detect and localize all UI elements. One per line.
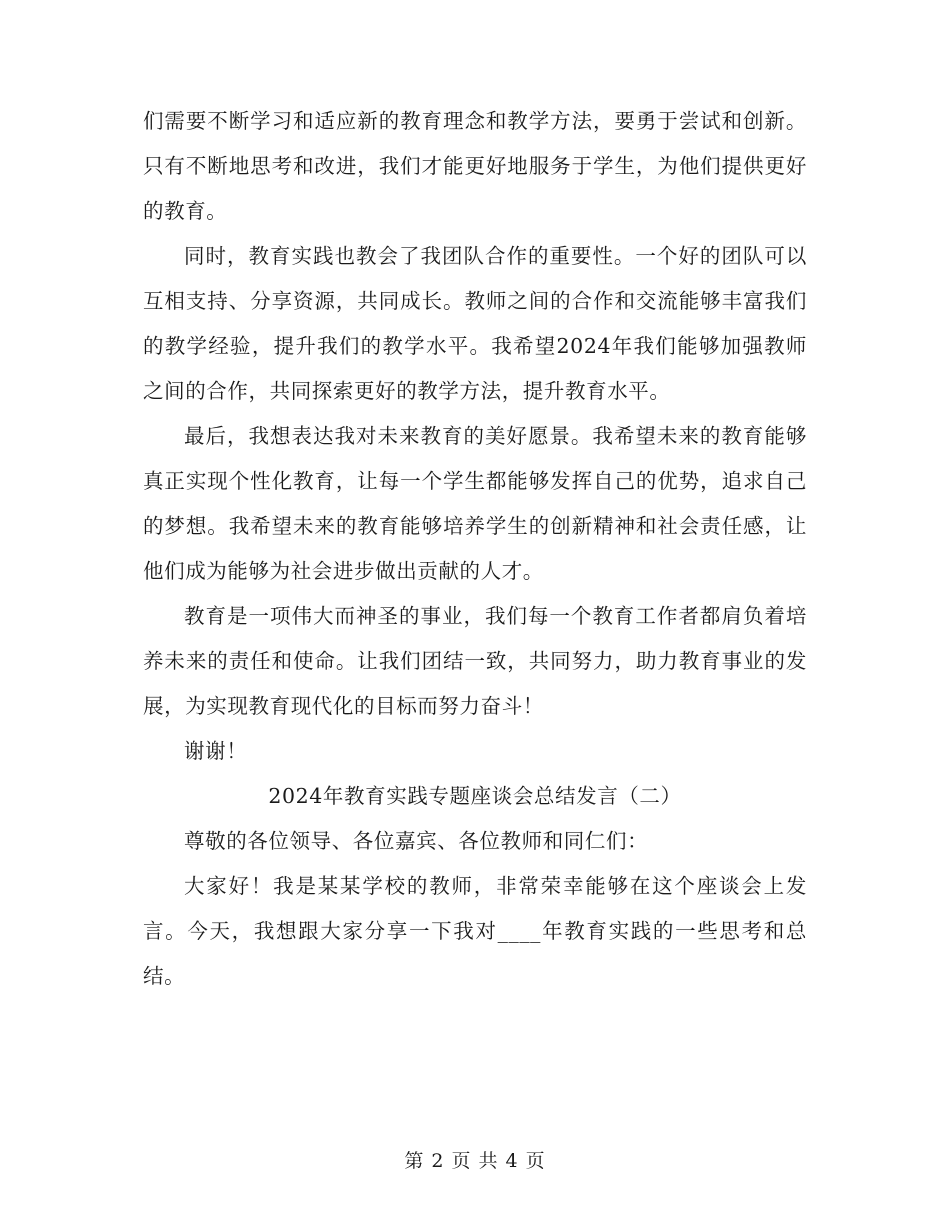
- paragraph-vision: 最后，我想表达我对未来教育的美好愿景。我希望未来的教育能够真正实现个性化教育，让每一个学生都能够发挥自己的优势，追求自己的梦想。我希望未来的教育能够培养学生的创新精神和社会责任感，让他们成为能够为社会进步做出贡献的人才。: [143, 424, 807, 583]
- paragraph-thanks: 谢谢！: [184, 739, 248, 763]
- section-title: 2024年教育实践专题座谈会总结发言（二）: [268, 784, 682, 808]
- paragraph-continued: 们需要不断学习和适应新的教育理念和教学方法，要勇于尝试和创新。只有不断地思考和改进，我们才能更好地服务于学生，为他们提供更好的教育。: [143, 109, 807, 223]
- paragraph-teamwork: 同时，教育实践也教会了我团队合作的重要性。一个好的团队可以互相支持、分享资源，共同成长。教师之间的合作和交流能够丰富我们的教学经验，提升我们的教学水平。我希望2024年我们能够加强教师之间的合作，共同探索更好的教学方法，提升教育水平。: [143, 244, 807, 403]
- paragraph-opening: 大家好！我是某某学校的教师，非常荣幸能够在这个座谈会上发言。今天，我想跟大家分享一下我对____年教育实践的一些思考和总结。: [143, 874, 807, 988]
- document-body: [143, 99, 807, 999]
- paragraph-mission: 教育是一项伟大而神圣的事业，我们每一个教育工作者都肩负着培养未来的责任和使命。让我们团结一致，共同努力，助力教育事业的发展，为实现教育现代化的目标而努力奋斗！: [143, 604, 807, 718]
- page-number-footer: 第 2 页 共 4 页: [404, 1150, 546, 1172]
- salutation: 尊敬的各位领导、各位嘉宾、各位教师和同仁们：: [184, 829, 649, 853]
